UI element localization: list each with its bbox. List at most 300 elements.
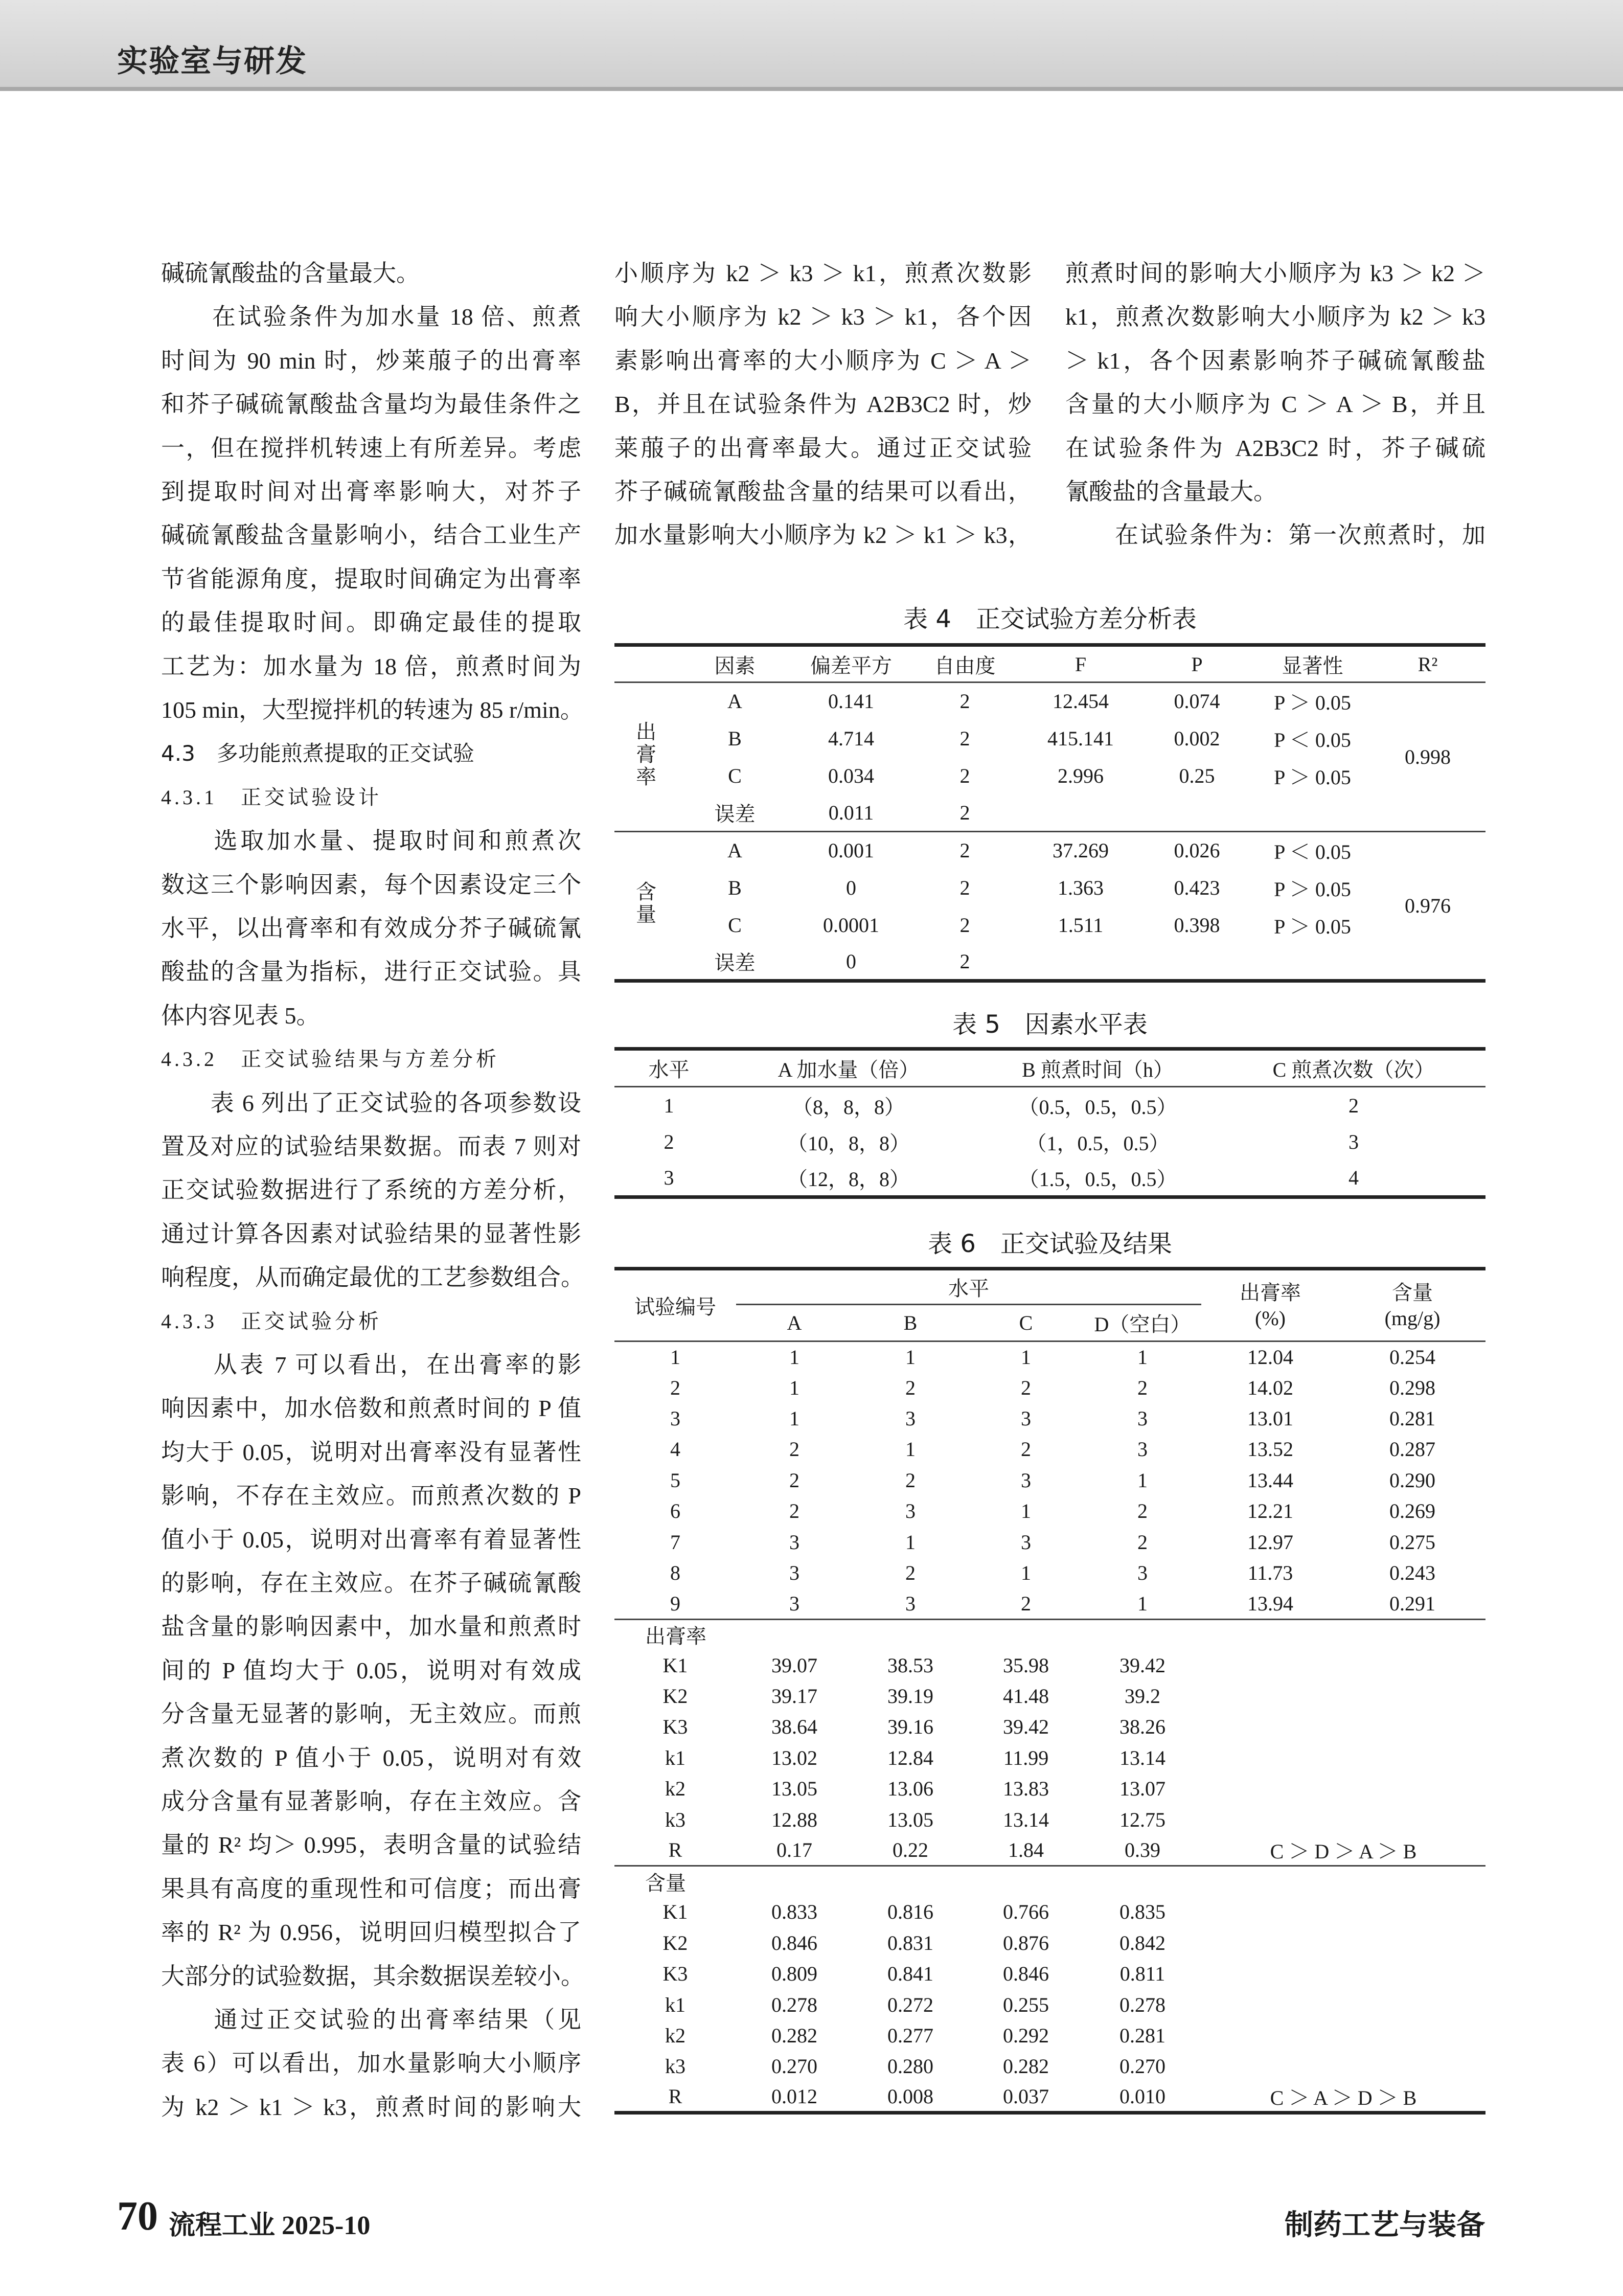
table-cell: 4 [1348, 1166, 1359, 1190]
column-header: 因素 [714, 654, 756, 677]
header-row [614, 645, 1485, 683]
table-cell: 0.842 [1119, 1931, 1165, 1954]
table-cell: 0 [846, 876, 856, 899]
row-label: k2 [665, 1777, 685, 1801]
table-cell: 38.64 [771, 1715, 817, 1739]
table-cell: （12，8，8） [787, 1168, 910, 1191]
empty-cell [1201, 1959, 1485, 1989]
table5-caption: 表 5 因素水平表 [952, 1010, 1148, 1039]
table-cell: 0.298 [1389, 1376, 1435, 1399]
section-label-row [614, 1619, 1485, 1650]
table-row [614, 944, 1485, 981]
table-row [614, 2051, 1485, 2082]
text-line: 碱硫氰酸盐的含量最大。 [161, 260, 420, 286]
running-header [0, 0, 1623, 91]
row-label: k3 [665, 2055, 685, 2078]
table-cell: 1 [1137, 1468, 1148, 1492]
column-header-level: 水平 [736, 1269, 1201, 1305]
text-line: 到提取时间对出膏率影响大，对芥子 [161, 479, 581, 505]
table-cell: 3 [905, 1406, 916, 1430]
text-line: 表 6）可以看出，加水量影响大小顺序 [161, 2050, 581, 2077]
table-row [614, 2082, 1485, 2113]
table-cell: 8 [670, 1561, 680, 1584]
text-line: 响程度，从而确定最优的工艺参数组合。 [161, 1264, 584, 1291]
column-name: 制药工艺与装备 [1285, 2210, 1485, 2241]
table-cell: 0.816 [887, 1900, 933, 1924]
r-squared-value: 0.998 [1370, 683, 1485, 832]
table-cell: 13.14 [1003, 1808, 1049, 1831]
table-cell: 3 [1137, 1561, 1148, 1584]
table-cell: 0.0001 [823, 913, 879, 937]
column-header-content-line: (mg/g) [1384, 1306, 1441, 1330]
table-cell: 2 [1137, 1530, 1148, 1554]
table-cell: 0.423 [1174, 876, 1220, 899]
table-cell: 2 [789, 1499, 799, 1523]
table-cell: 2 [905, 1376, 916, 1399]
table-cell: 1 [905, 1438, 916, 1461]
group-label [614, 832, 675, 981]
table5-factor-levels [614, 1047, 1485, 1199]
table-cell: P ＜ 0.05 [1274, 840, 1351, 864]
row-label: k2 [665, 2024, 685, 2047]
table-row [614, 794, 1485, 832]
text-line: 响大小顺序为 k2 ＞ k3 ＞ k1，各个因 [614, 304, 1032, 330]
table-cell: 39.2 [1125, 1685, 1160, 1708]
column-header-content-line: 含量 [1392, 1281, 1433, 1304]
table-cell: 2 [959, 801, 970, 824]
table-cell: 2 [664, 1130, 674, 1153]
table-cell: 11.73 [1247, 1561, 1293, 1584]
row-label: R [668, 1838, 682, 1862]
table-cell [1139, 944, 1255, 981]
table-cell: 5 [670, 1468, 680, 1492]
table-cell: 0.026 [1174, 839, 1220, 862]
table-row [614, 1650, 1485, 1680]
text-line: 一，但在搅拌机转速上有所差异。考虑 [161, 435, 581, 461]
column-header: C [1019, 1311, 1033, 1334]
table-cell: 0.287 [1389, 1438, 1435, 1461]
text-line: 的影响，存在主效应。在芥子碱硫氰酸 [161, 1570, 581, 1596]
table-cell: 1 [670, 1345, 680, 1369]
table-cell: 2 [905, 1468, 916, 1492]
table-row [614, 906, 1485, 944]
text-line: 值小于 0.05，说明对出膏率有着显著性 [161, 1526, 581, 1553]
table-cell: 误差 [714, 951, 756, 974]
table-cell: 0.841 [887, 1962, 933, 1986]
text-line: 酸盐的含量为指标，进行正交试验。具 [161, 959, 581, 985]
row-label: K1 [662, 1653, 688, 1677]
text-line: 数这三个影响因素，每个因素设定三个 [161, 871, 581, 898]
table-cell: 13.52 [1247, 1438, 1293, 1461]
table6-orthogonal-results [614, 1267, 1485, 2115]
factor-order: C ＞ D ＞ A ＞ B [1270, 1840, 1417, 1863]
text-line: 的最佳提取时间。即确定最佳的提取 [161, 609, 581, 636]
table-cell: 3 [670, 1406, 680, 1430]
table-cell: 2 [959, 876, 970, 899]
text-line: 和芥子碱硫氰酸盐含量均为最佳条件之 [161, 391, 581, 418]
text-line: 率的 R² 为 0.956，说明回归模型拟合了 [161, 1919, 581, 1946]
table-cell: 0.833 [771, 1900, 817, 1924]
table-row [614, 1897, 1485, 1927]
table-cell: 3 [789, 1530, 799, 1554]
table-row [614, 1959, 1485, 1989]
table-cell: 0.270 [771, 2055, 817, 2078]
table-cell: 39.42 [1119, 1653, 1165, 1677]
table-cell: 0.141 [828, 690, 874, 713]
section-heading: 4.3.1 正交试验设计 [161, 785, 382, 809]
table-cell: 38.53 [887, 1653, 933, 1677]
empty-cell [1201, 1650, 1485, 1680]
table-cell: 41.48 [1003, 1685, 1049, 1708]
table-cell: 12.88 [771, 1808, 817, 1831]
table-row [614, 832, 1485, 869]
table-cell: 0.876 [1003, 1931, 1049, 1954]
table-cell: 13.06 [887, 1777, 933, 1801]
table-cell: （1.5，0.5，0.5） [1018, 1168, 1177, 1191]
table-cell [1255, 944, 1370, 981]
row-label: K3 [662, 1962, 688, 1986]
table-cell: 2.996 [1058, 764, 1104, 787]
table-cell: 0.282 [771, 2024, 817, 2047]
table-cell: 1 [905, 1530, 916, 1554]
table-cell: 9 [670, 1592, 680, 1615]
row-label: K2 [662, 1685, 688, 1708]
table-cell: 35.98 [1003, 1653, 1049, 1677]
text-line: ＞ k1，各个因素影响芥子碱硫氰酸盐 [1065, 347, 1485, 374]
table-cell: 39.07 [771, 1653, 817, 1677]
table-cell: 2 [670, 1376, 680, 1399]
table-cell: 37.269 [1053, 839, 1109, 862]
table-cell: 3 [1021, 1406, 1031, 1430]
table-row [614, 1372, 1485, 1403]
table-cell: 2 [789, 1438, 799, 1461]
row-label: k1 [665, 1746, 685, 1769]
table-cell: 14.02 [1247, 1376, 1293, 1399]
table-cell: 0.809 [771, 1962, 817, 1986]
factor-order: C ＞ A ＞ D ＞ B [1270, 2086, 1417, 2110]
section-label-row [614, 1866, 1485, 1897]
table-cell: 1 [1021, 1345, 1031, 1369]
column-header: R² [1418, 652, 1438, 676]
table-row [614, 1495, 1485, 1526]
text-line: 为 k2 ＞ k1 ＞ k3，煎煮时间的影响大 [161, 2094, 581, 2120]
table-row [614, 1804, 1485, 1835]
section-heading: 4.3 多功能煎煮提取的正交试验 [161, 741, 474, 766]
text-line: 置及对应的试验结果数据。而表 7 则对 [161, 1133, 581, 1160]
table-cell: 0.281 [1389, 1406, 1435, 1430]
table-cell: 0.011 [828, 801, 874, 824]
table-cell: 0.034 [828, 764, 874, 787]
header-row [614, 1269, 1485, 1305]
text-line: 工艺为：加水量为 18 倍，煎煮时间为 [161, 653, 581, 679]
text-line: 素影响出膏率的大小顺序为 C ＞ A ＞ [614, 347, 1032, 374]
table-row [614, 1403, 1485, 1434]
empty-cell [1201, 1897, 1485, 1927]
text-line: 响因素中，加水倍数和煎煮时间的 P 值 [161, 1395, 581, 1422]
table-cell: A [727, 839, 742, 862]
table-row [614, 1161, 1485, 1197]
table-cell: 1 [905, 1345, 916, 1369]
table-cell: 0.281 [1119, 2024, 1165, 2047]
column-header-yield [1201, 1269, 1339, 1342]
table-cell [1022, 794, 1139, 832]
text-line: k1，煎煮次数影响大小顺序为 k2 ＞ k3 [1065, 304, 1485, 330]
table-cell: 3 [664, 1166, 674, 1190]
table-cell: 0.278 [1119, 1993, 1165, 2016]
table-cell: 0.39 [1125, 1838, 1160, 1862]
column-header: B 煎煮时间（h） [1022, 1058, 1174, 1081]
table-row [614, 1712, 1485, 1742]
text-line: 选取加水量、提取时间和煎煮次 [161, 828, 581, 854]
column-header-id: 试验编号 [614, 1269, 736, 1342]
table-cell: P ＞ 0.05 [1274, 915, 1351, 938]
empty-cell [1201, 2051, 1485, 2082]
table-cell: 1 [789, 1376, 799, 1399]
text-line: 通过正交试验的出膏率结果（见 [161, 2007, 581, 2033]
column-header-yield-line: (%) [1255, 1306, 1286, 1330]
table-cell: 1.511 [1058, 913, 1104, 937]
section-heading: 4.3.3 正交试验分析 [161, 1309, 382, 1333]
empty-cell [1201, 1989, 1485, 2020]
table-cell: 2 [959, 690, 970, 713]
text-line: 从表 7 可以看出，在出膏率的影 [161, 1352, 581, 1378]
empty-cell [1201, 1680, 1485, 1711]
table-cell: 3 [905, 1592, 916, 1615]
table-cell: 1 [789, 1406, 799, 1430]
row-label: K3 [662, 1715, 688, 1739]
table-cell: 3 [1137, 1406, 1148, 1430]
table-cell: 415.141 [1047, 726, 1114, 750]
text-line: 均大于 0.05，说明对出膏率没有显著性 [161, 1439, 581, 1465]
table-cell: B [728, 726, 742, 750]
column-header: 自由度 [934, 654, 996, 677]
text-line: 影响，不存在主效应。而煎煮次数的 P [161, 1483, 581, 1509]
table-cell: 0.25 [1179, 764, 1215, 787]
column-header: P [1191, 652, 1203, 676]
table-row [614, 1465, 1485, 1495]
table-cell: 0.282 [1003, 2055, 1049, 2078]
table-cell: 0.074 [1174, 690, 1220, 713]
table-cell: 13.94 [1247, 1592, 1293, 1615]
table-cell: 0.766 [1003, 1900, 1049, 1924]
table-cell: 1.84 [1008, 1838, 1044, 1862]
table-cell: 0.292 [1003, 2024, 1049, 2047]
table-cell: 2 [959, 949, 970, 973]
table-cell: 0 [846, 949, 856, 973]
table-cell: 12.97 [1247, 1530, 1293, 1554]
table-cell: 2 [789, 1468, 799, 1492]
table-cell: （8，8，8） [792, 1095, 905, 1119]
table-cell: 1 [1137, 1592, 1148, 1615]
table-cell: P ＜ 0.05 [1274, 728, 1351, 752]
table-cell [1255, 794, 1370, 832]
table-cell: 13.44 [1247, 1468, 1293, 1492]
table-cell: 2 [1021, 1438, 1031, 1461]
row-label: k1 [665, 1993, 685, 2016]
table-cell: （0.5，0.5，0.5） [1018, 1095, 1177, 1119]
table-row [614, 2020, 1485, 2051]
table-cell: 39.19 [887, 1685, 933, 1708]
table-row [614, 1588, 1485, 1619]
table-cell: 12.21 [1247, 1499, 1293, 1523]
table-cell: 2 [1348, 1094, 1359, 1117]
table-cell: B [728, 876, 742, 899]
table-cell: 4.714 [828, 726, 874, 750]
column-header: F [1075, 652, 1087, 676]
table-cell: 11.99 [1003, 1746, 1049, 1769]
empty-cell [1201, 1804, 1485, 1835]
table-row [614, 1434, 1485, 1465]
table-cell: 3 [905, 1499, 916, 1523]
table-cell: 0.008 [887, 2085, 933, 2108]
table-row [614, 1774, 1485, 1804]
text-line: 节省能源角度，提取时间确定为出膏率 [161, 565, 581, 592]
table-cell: 39.42 [1003, 1715, 1049, 1739]
table-cell: 3 [1021, 1468, 1031, 1492]
table-cell: 39.17 [771, 1685, 817, 1708]
table-cell: 0.254 [1389, 1345, 1435, 1369]
table-cell: 0.275 [1389, 1530, 1435, 1554]
table-cell: 1.363 [1058, 876, 1104, 899]
table-row [614, 1742, 1485, 1773]
table-cell: 3 [1137, 1438, 1148, 1461]
table-cell: 1 [789, 1345, 799, 1369]
table-cell: 0.001 [828, 839, 874, 862]
table-cell: P ＞ 0.05 [1274, 877, 1351, 901]
text-line: 莱菔子的出膏率最大。通过正交试验 [614, 435, 1032, 461]
text-line: 在试验条件为 A2B3C2 时，芥子碱硫 [1065, 435, 1485, 461]
text-line: B，并且在试验条件为 A2B3C2 时，炒 [614, 391, 1032, 418]
table-cell: 2 [1021, 1592, 1031, 1615]
text-line: 量的 R² 均＞ 0.995，表明含量的试验结 [161, 1832, 581, 1858]
table-cell: 12.84 [887, 1746, 933, 1769]
section-title: 实验室与研发 [117, 43, 307, 79]
table-cell: 0.010 [1119, 2085, 1165, 2108]
table-cell: A [727, 690, 742, 713]
table-cell: 0.278 [771, 1993, 817, 2016]
table-row [614, 1124, 1485, 1161]
table-cell: （1，0.5，0.5） [1026, 1132, 1170, 1155]
table-cell: C [728, 913, 742, 937]
column-header-yield-line: 出膏率 [1240, 1281, 1301, 1304]
table-cell: 1 [1021, 1561, 1031, 1584]
text-line: 盐含量的影响因素中，加水量和煎煮时 [161, 1613, 581, 1640]
table-cell [1139, 794, 1255, 832]
section-heading: 4.3.2 正交试验结果与方差分析 [161, 1048, 499, 1071]
table-cell: 38.26 [1119, 1715, 1165, 1739]
text-line: 正交试验数据进行了系统的方差分析， [161, 1177, 581, 1203]
table-cell: 1 [1021, 1499, 1031, 1523]
table-cell: 13.05 [887, 1808, 933, 1831]
column-header: D（空白） [1094, 1313, 1191, 1336]
table-cell: 2 [959, 726, 970, 750]
text-line: 分含量无显著的影响，无主效应。而煎 [161, 1701, 581, 1727]
table-cell: 0.811 [1119, 1962, 1165, 1986]
table-cell: 0.272 [887, 1993, 933, 2016]
table-cell: 2 [959, 764, 970, 787]
table-cell: 2 [959, 839, 970, 862]
table-row [614, 1342, 1485, 1372]
table-row [614, 1680, 1485, 1711]
text-line: 间的 P 值均大于 0.05，说明对有效成 [161, 1657, 581, 1684]
table-cell: 2 [1137, 1499, 1148, 1523]
text-line: 在试验条件为：第一次煎煮时，加 [1065, 522, 1485, 549]
table-cell: 4 [670, 1438, 680, 1461]
table-cell: 0.291 [1389, 1592, 1435, 1615]
column-header [614, 645, 675, 683]
table-cell: 7 [670, 1530, 680, 1554]
table-cell: 12.04 [1247, 1345, 1293, 1369]
table-cell: 13.01 [1247, 1406, 1293, 1430]
text-line: 表 6 列出了正交试验的各项参数设 [161, 1089, 581, 1116]
table-cell: 0.277 [887, 2024, 933, 2047]
table-cell: 2 [1137, 1376, 1148, 1399]
column-header: 偏差平方 [810, 654, 892, 677]
table-cell: 39.16 [887, 1715, 933, 1739]
table-cell: 13.07 [1119, 1777, 1165, 1801]
table-cell: 0.280 [887, 2055, 933, 2078]
table-cell: 3 [1021, 1530, 1031, 1554]
row-label: K1 [662, 1900, 688, 1924]
table-cell: 3 [1348, 1130, 1359, 1153]
table-cell: 0.846 [771, 1931, 817, 1954]
row-label: R [668, 2085, 682, 2108]
table-cell: 0.831 [887, 1931, 933, 1954]
table-cell: 2 [1021, 1376, 1031, 1399]
text-line: 果具有高度的重现性和可信度；而出膏 [161, 1875, 581, 1902]
table-row [614, 1557, 1485, 1588]
empty-cell [1201, 1774, 1485, 1804]
table-cell: P ＞ 0.05 [1274, 765, 1351, 789]
table-row [614, 1527, 1485, 1557]
table-cell: 0.270 [1119, 2055, 1165, 2078]
text-line: 碱硫氰酸盐含量影响小，结合工业生产 [161, 522, 581, 549]
text-line: 加水量影响大小顺序为 k2 ＞ k1 ＞ k3， [614, 522, 1032, 549]
text-line: 含量的大小顺序为 C ＞ A ＞ B，并且 [1065, 391, 1485, 418]
row-label: k3 [665, 1808, 685, 1831]
text-line: 氰酸盐的含量最大。 [1065, 479, 1277, 505]
text-line: 芥子碱硫氰酸盐含量的结果可以看出， [614, 479, 1032, 505]
table-row [614, 757, 1485, 794]
table-cell: 3 [789, 1561, 799, 1584]
table-cell: 0.002 [1174, 726, 1220, 750]
text-line: 105 min，大型搅拌机的转速为 85 r/min。 [161, 697, 584, 723]
group-label-text: 含量 [633, 880, 656, 926]
group-label-text: 出膏率 [633, 720, 656, 788]
table-row [614, 869, 1485, 906]
table-cell: 0.037 [1003, 2085, 1049, 2108]
table-cell: 13.05 [771, 1777, 817, 1801]
table-row [614, 720, 1485, 757]
table-cell: 0.835 [1119, 1900, 1165, 1924]
column-header: 水平 [648, 1058, 690, 1081]
table-row [614, 1927, 1485, 1958]
table4-caption: 表 4 正交试验方差分析表 [903, 605, 1197, 633]
table-cell: 误差 [714, 802, 756, 826]
text-line: 煮次数的 P 值小于 0.05，说明对有效 [161, 1744, 581, 1771]
table-cell: 0.255 [1003, 1993, 1049, 2016]
table-cell: 13.02 [771, 1746, 817, 1769]
table-cell: 12.75 [1119, 1808, 1165, 1831]
text-line: 小顺序为 k2 ＞ k3 ＞ k1，煎煮次数影 [614, 260, 1032, 286]
column-header: A 加水量（倍） [778, 1058, 920, 1081]
table-cell: 2 [959, 913, 970, 937]
text-line: 通过计算各因素对试验结果的显著性影 [161, 1220, 581, 1247]
table-cell: 1 [1137, 1345, 1148, 1369]
table-cell: 6 [670, 1499, 680, 1523]
column-header: A [787, 1311, 802, 1334]
group-label [614, 683, 675, 832]
